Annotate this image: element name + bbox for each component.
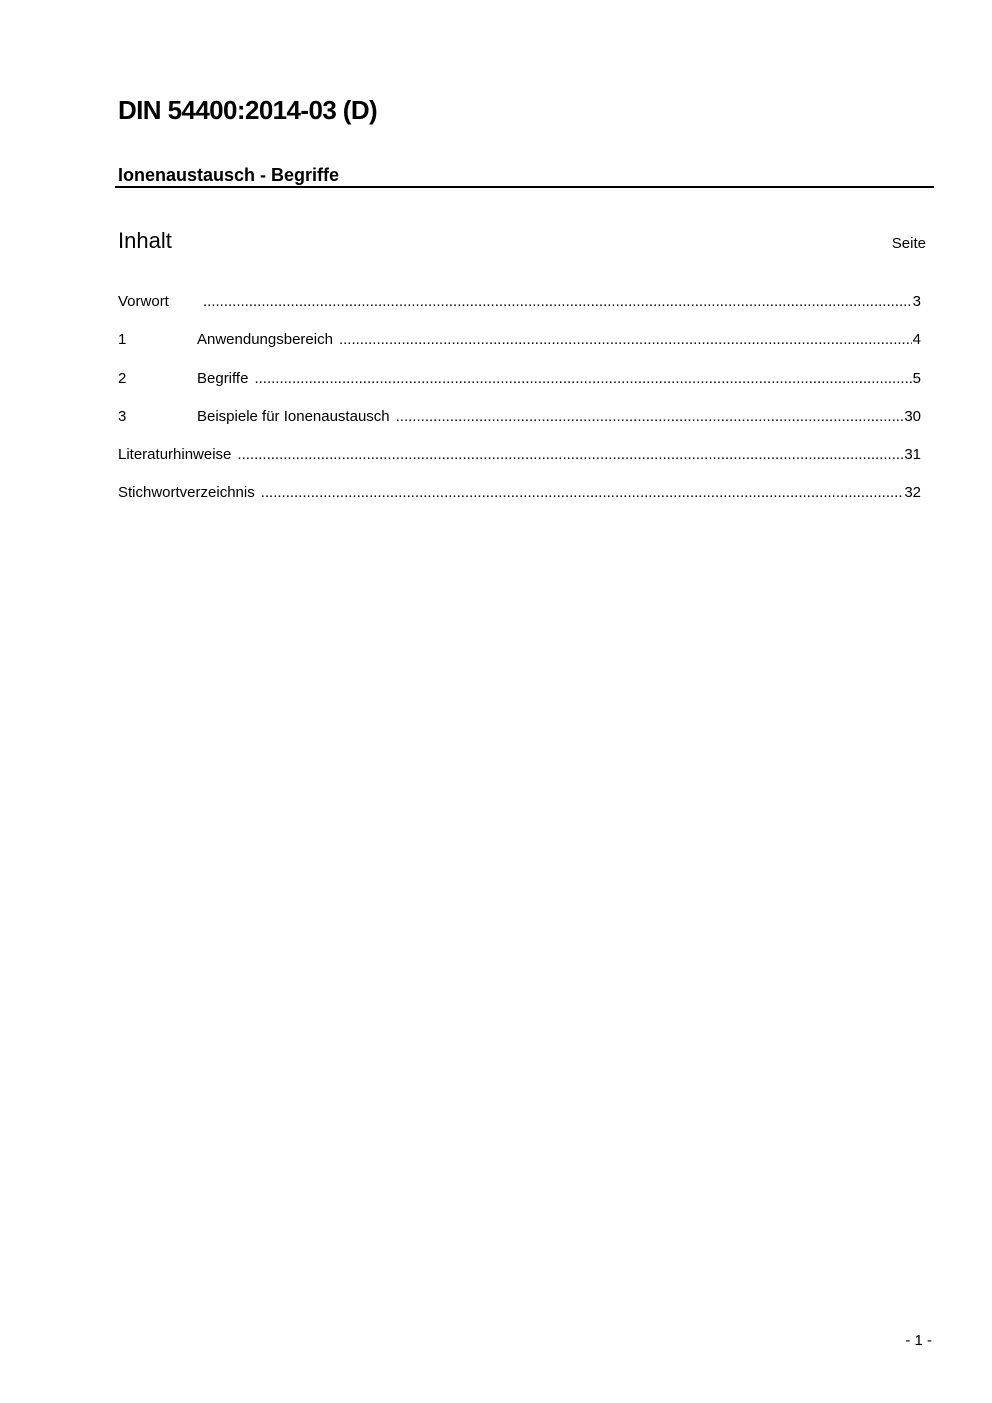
toc-leader-dots (254, 368, 911, 390)
toc-entry-title: Literaturhinweise (118, 446, 232, 464)
toc-entry-title: Stichwortverzeichnis (118, 484, 255, 502)
toc-page-column-label: Seite (891, 235, 926, 252)
table-of-contents (118, 291, 921, 521)
toc-entry-page: 32 (904, 484, 921, 502)
toc-entry-anwendungsbereich[interactable] (118, 329, 921, 367)
page-number: - 1 - (905, 1332, 932, 1349)
toc-leader-dots (237, 444, 903, 466)
toc-entry-beispiele[interactable] (118, 406, 921, 444)
toc-entry-page: 5 (912, 369, 921, 387)
toc-entry-page: 3 (912, 293, 921, 310)
toc-entry-title: Begriffe (197, 369, 249, 387)
toc-leader-dots (339, 329, 912, 351)
toc-entry-vorwort[interactable] (118, 291, 921, 329)
toc-entry-number: 3 (118, 407, 127, 425)
toc-entry-literaturhinweise[interactable] (118, 444, 921, 482)
document-subtitle: Ionenaustausch - Begriffe (118, 165, 340, 185)
toc-entry-stichwortverzeichnis[interactable] (118, 482, 921, 520)
toc-entry-title: Beispiele für Ionenaustausch (197, 407, 390, 425)
toc-leader-dots (396, 406, 904, 428)
title-rule (115, 186, 934, 188)
toc-leader-dots (261, 482, 904, 504)
toc-entry-page: 4 (912, 331, 921, 349)
toc-entry-begriffe[interactable] (118, 368, 921, 406)
toc-entry-page: 30 (904, 407, 921, 425)
toc-entry-number: 2 (118, 369, 127, 387)
toc-entry-number: 1 (118, 331, 127, 349)
document-id: DIN 54400:2014-03 (D) (118, 95, 378, 125)
toc-entry-title: Vorwort (118, 293, 169, 310)
toc-entry-title: Anwendungsbereich (197, 331, 333, 349)
toc-leader-dots (203, 291, 912, 313)
toc-entry-page: 31 (904, 446, 921, 464)
toc-heading: Inhalt (118, 228, 172, 253)
